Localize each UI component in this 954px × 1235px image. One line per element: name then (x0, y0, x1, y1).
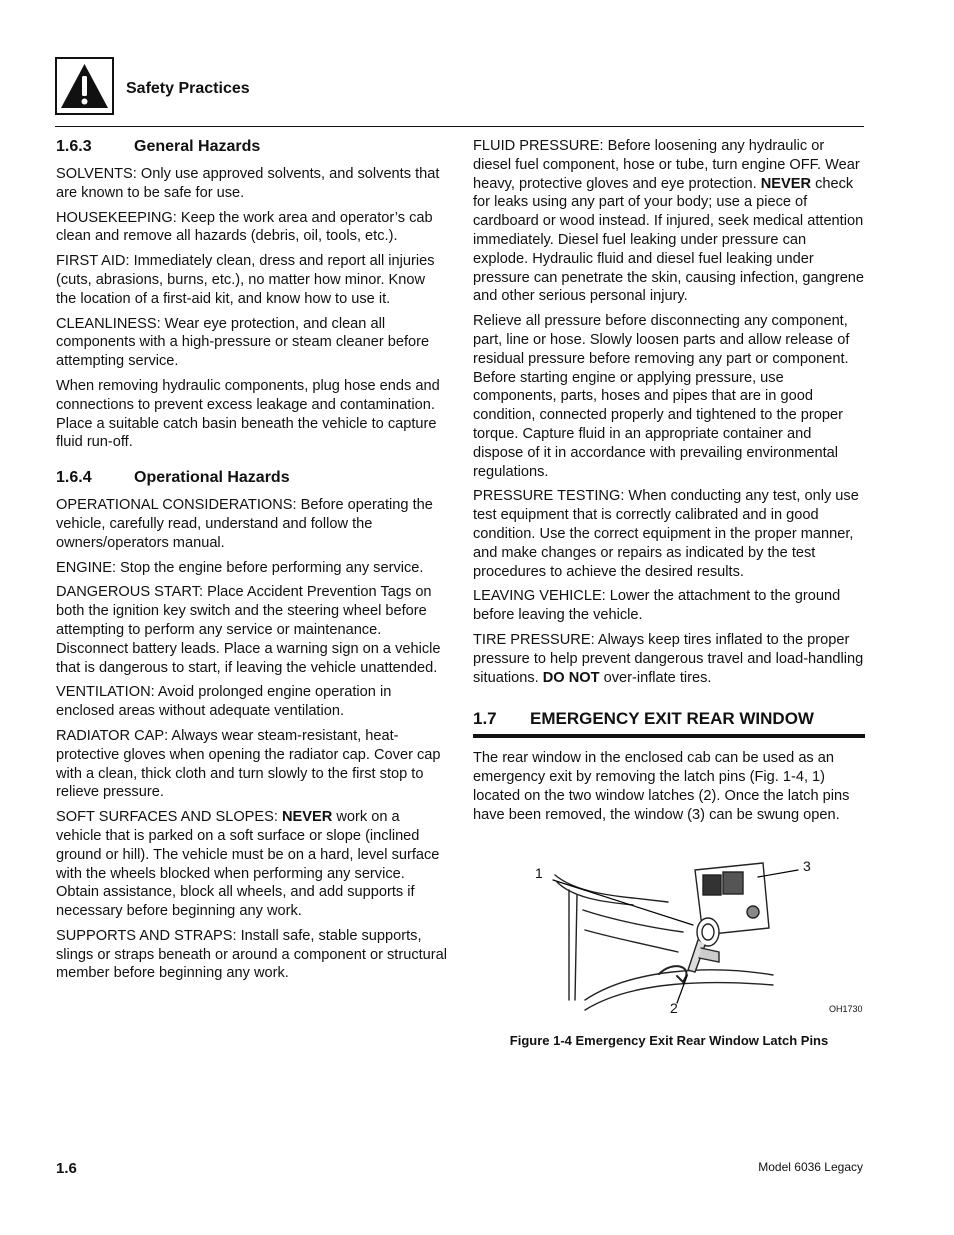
paragraph-housekeeping: HOUSEKEEPING: Keep the work area and operator’s cab clean and remove all hazards (debris, oil, tools, etc.). (56, 209, 433, 245)
figure-code: OH1730 (829, 1004, 863, 1014)
text-run: FLUID PRESSURE: Before loosening any hydraulic or diesel fuel component, hose or tube, turn engine OFF. Wear heavy, protective gloves and eye protection. (473, 138, 860, 192)
paragraph-tire-pressure (473, 631, 865, 687)
model-label: Model 6036 Legacy (758, 1160, 863, 1174)
paragraph-relieve-pressure: Relieve all pressure before disconnecting any component, part, line or hose. Slowly loosen parts and allow release of residual pressure before removing any part or component. Before starting engine or applying pressure, use components, parts, hoses and pipes that are in good condition, connected properly and tightened to the proper torque. Capture fluid in an appropriate container and dispose of it in accordance with prevailing environmental regulations. (473, 313, 850, 480)
paragraph-supports-straps: SUPPORTS AND STRAPS: Install safe, stable supports, slings or straps beneath or around a component or structural member before beginning any work. (56, 927, 448, 982)
emphasis-never: NEVER (760, 175, 812, 192)
left-column (56, 137, 448, 989)
paragraph-soft-surfaces (56, 808, 448, 921)
paragraph-ventilation: VENTILATION: Avoid prolonged engine operation in enclosed areas without adequate ventilation. (56, 684, 392, 720)
section-title: Operational Hazards (134, 469, 290, 487)
text-run: TIRE PRESSURE: Always keep tires inflated to the proper pressure to help prevent dangerous travel and load-handling situations. (473, 631, 864, 686)
page-number: 1.6 (56, 1160, 77, 1177)
figure-caption: Figure 1-4 Emergency Exit Rear Window Latch Pins (509, 1033, 829, 1048)
latch-pin-illustration (473, 850, 865, 1025)
section-number: 1.7 (473, 709, 497, 729)
paragraph-first-aid: FIRST AID: Immediately clean, dress and report all injuries (cuts, abrasions, burns, etc.), no matter how minor. Know the location of a first-aid kit, and know how to use it. (56, 253, 435, 307)
paragraph-engine: ENGINE: Stop the engine before performing any service. (56, 559, 424, 576)
paragraph-solvents: SOLVENTS: Only use approved solvents, and solvents that are known to be safe for use. (56, 166, 440, 201)
section-number: 1.6.4 (56, 469, 92, 487)
section-number: 1.6.3 (56, 138, 92, 155)
callout-2: 2 (670, 1000, 678, 1016)
paragraph-pressure-testing: PRESSURE TESTING: When conducting any test, only use test equipment that is correctly calibrated and in good condition. Use the correct equipment in the proper manner, and make changes or repairs as indicated by the test procedures to achieve the desired results. (473, 488, 859, 580)
paragraph-hydraulic-removal: When removing hydraulic components, plug hose ends and connections to prevent excess leakage and contamination. Place a suitable catch basin beneath the vehicle to capture fluid run-off. (56, 377, 440, 451)
text-run: check for leaks using any part of your body; use a piece of cardboard or wood instead. If injured, seek medical attention immediately. Diesel fuel leaking under pressure can explode. Hydraulic fluid and diesel fuel leaking under pressure can penetrate the skin, causing infection, gangrene and other serious personal injury. (473, 175, 865, 305)
callout-3: 3 (803, 858, 811, 874)
section-heading-1-7 (473, 709, 865, 729)
callout-1: 1 (535, 865, 543, 881)
text-run: SOFT SURFACES AND SLOPES: (56, 809, 282, 826)
section-rule (473, 734, 865, 738)
paragraph-fluid-pressure (473, 137, 865, 306)
paragraph-dangerous-start: DANGEROUS START: Place Accident Prevention Tags on both the ignition key switch and the steering wheel before attempting to perform any service or maintenance. Disconnect battery leads. Place a warning sign on a vehicle that is dangerous to start, if leaving the vehicle unattended. (56, 584, 441, 676)
paragraph-emergency-exit: The rear window in the enclosed cab can be used as an emergency exit by removing the latch pins (Fig. 1-4, 1) located on the two window latches (2). Once the latch pins have been removed, the window (3) can be swung open. (473, 750, 850, 823)
section-heading-1-6-4 (56, 468, 448, 488)
paragraph-leaving-vehicle: LEAVING VEHICLE: Lower the attachment to the ground before leaving the vehicle. (473, 588, 841, 624)
section-title: EMERGENCY EXIT REAR WINDOW (530, 709, 814, 729)
text-run: over-inflate tires. (599, 669, 712, 686)
paragraph-radiator-cap: RADIATOR CAP: Always wear steam-resistant, heat-protective gloves when opening the radiator cap. Cover cap with a clean, thick cloth and turn slowly to the first stop to relieve pressure. (56, 727, 441, 801)
section-title: General Hazards (134, 138, 261, 155)
emphasis-do-not: DO NOT (542, 669, 600, 686)
figure-latch-pins (473, 850, 865, 1025)
emphasis-never: NEVER (282, 809, 333, 826)
header-divider (55, 126, 864, 127)
warning-triangle-icon (57, 59, 112, 113)
running-header-title: Safety Practices (126, 80, 250, 97)
paragraph-operational-considerations: OPERATIONAL CONSIDERATIONS: Before operating the vehicle, carefully read, understand and follow the owners/operators manual. (56, 497, 433, 551)
section-heading-1-6-3 (56, 137, 448, 157)
paragraph-cleanliness: CLEANLINESS: Wear eye protection, and clean all components with a high-pressure or steam cleaner before attempting service. (56, 315, 430, 370)
text-run: work on a vehicle that is parked on a soft surface or slope (inclined ground or hill). The vehicle must be on a hard, level surface with the wheels blocked when performing any service. Obtain assistance, block all wheels, and add supports if necessary before beginning any work. (56, 809, 440, 920)
right-column (473, 137, 865, 831)
warning-icon-box (55, 57, 114, 115)
